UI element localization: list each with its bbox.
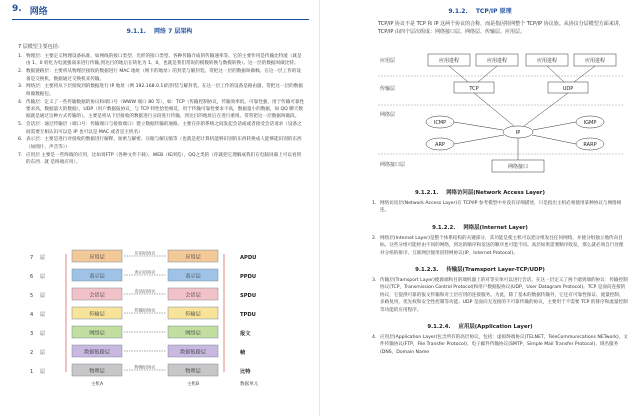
osi-pdu-label: PPDU bbox=[240, 274, 257, 280]
tcpip-connector bbox=[449, 66, 468, 82]
chapter-title: 网络 bbox=[29, 7, 48, 17]
list-item-number: 1. bbox=[372, 201, 377, 206]
osi-layer-label-a: 表示层 bbox=[89, 273, 105, 280]
osi-layer-label-b: 应用层 bbox=[185, 254, 201, 261]
list-item bbox=[18, 83, 305, 98]
tcpip-layer-label-app: 应用层 bbox=[380, 58, 396, 64]
list-item-text: 网络层(Internet Layer)是整个体系结构的关键部分，其功能是使主机可以把分组发往任何网络，并使分组独立地传向目标。这些分组可能经由不同的网络，到达的顺序和发送的顺序也可能不同。高层如果需要顺序收发，那么就必须自行处理对分组的排序。互联网层使用因特网协议(IP，Internet Protocol)。 bbox=[380, 235, 624, 256]
chapter-heading bbox=[12, 4, 309, 20]
subsection-title: 网络访问层(Network Access Layer) bbox=[446, 190, 545, 196]
section-title: TCP/IP 原理 bbox=[475, 8, 512, 15]
tcpip-connector bbox=[547, 66, 564, 82]
osi-intro: 7 层模型主要包括： bbox=[18, 44, 63, 50]
list-item-text: 网络层：主要将从下层接收到的数据进行 IP 地址（例 192.168.0.1)的封装与解封装。在这一层工作的设备是路由器，常把这一层的数据叫做数据包。 bbox=[26, 84, 303, 97]
tcpip-layer-label-transport: 传输层 bbox=[380, 86, 396, 92]
tcpip-connector bbox=[478, 66, 497, 82]
tcpip-layer-label-network: 网络层 bbox=[380, 112, 396, 118]
osi-layer-prefix: 层 bbox=[40, 293, 46, 299]
subsection-heading bbox=[320, 265, 640, 273]
osi-layer-prefix: 层 bbox=[40, 369, 46, 375]
chapter-number: 9. bbox=[12, 4, 22, 14]
osi-pdu-label: APDU bbox=[240, 255, 257, 261]
tcpip-connector bbox=[454, 135, 504, 144]
osi-layer-label-b: 表示层 bbox=[185, 273, 201, 280]
list-item-number: 3. bbox=[372, 278, 377, 284]
osi-unit-label: 数据单元 bbox=[240, 382, 259, 387]
list-item bbox=[18, 99, 305, 121]
osi-diagram bbox=[30, 244, 300, 414]
tcpip-connector bbox=[454, 122, 503, 130]
subsection-list bbox=[372, 200, 628, 215]
list-item-text: 传输层：定义了一些传输数据的协议和端口号（WWW 端口 80 等），如：TCP（传输控制协议，传输效率低，可靠性强，用于传输可靠性要求高，数据量大的数据），UDP（用户数据报协议，与 TCP 特性恰恰相反，用于传输可靠性要求不高，数据量小的数据，如 QQ 聊天数据就是通过这种方式传输的）。主要是将从下层接收的数据进行分段进行传输，到达目的地址后在进行重组。常常把这一层数据叫做段。 bbox=[26, 99, 305, 120]
list-item bbox=[18, 152, 305, 167]
osi-layer-prefix: 层 bbox=[40, 274, 46, 280]
osi-pdu-label: 报文 bbox=[240, 331, 251, 337]
osi-layer-label-b: 传输层 bbox=[185, 311, 201, 318]
list-item-text: 会话层：通过传输层（端口号：传输端口与接收端口）建立数据传输的通路。主要在你的系统之间发起会话或或者接受会话请求（设备之间需要互相认识可以是 IP 也可以是 MAC 或者是主机名） bbox=[26, 122, 302, 135]
osi-diagram-svg bbox=[30, 244, 300, 414]
list-item-number: 4. bbox=[372, 335, 377, 341]
osi-pdu-label: 比特 bbox=[240, 369, 251, 375]
osi-layer-list bbox=[18, 53, 305, 166]
osi-protocol-label: 表示层协议 bbox=[134, 269, 156, 275]
osi-layer-prefix: 层 bbox=[40, 350, 46, 356]
osi-protocol-label: 应用层协议 bbox=[134, 250, 156, 256]
list-item-text: 传输层(Tramsport Layer)使源端和目的端机器上的对等实体可以进行会话。在这一层定义了两个端到端的协议：传输控制协议(TCP，Transmission Control Protocol)和用户数据报协议(UDP，User Datagram Protocol)。TCP 是面向连接的协议，它提供可靠的报文传输和对上层应用的连接服务。为此，除了基本的数据传输外，它还有可靠性保证、流量控制、多路复用、优先权和安全性控制等功能。UDP 是面向无连接的不可靠传输的协议，主要用于不需要 TCP 的排序和流量控制等功能的应用程序。 bbox=[380, 278, 628, 313]
list-item-text: 表示层：主要是进行对接收的数据进行解释、加密与解密、压缩与解压缩等（也就是把计算机能够识别的东西转换成人能够能识别的东西（如图片、声音等）） bbox=[26, 137, 302, 150]
osi-layer-label-b: 会话层 bbox=[185, 292, 201, 299]
osi-layer-number: 7 bbox=[30, 255, 34, 261]
subsection-number: 9.1.2.3. bbox=[415, 267, 439, 274]
list-item bbox=[372, 235, 628, 257]
list-item-number: 3. bbox=[18, 84, 23, 90]
list-item-number: 4. bbox=[18, 99, 23, 105]
osi-layer-number: 1 bbox=[30, 369, 34, 375]
section-title: 网络 7 层架构 bbox=[154, 28, 193, 35]
osi-layer-label-b: 网络层 bbox=[185, 330, 201, 337]
subsection-title: 传输层(Tramsport Layer-TCP/UDP) bbox=[446, 267, 545, 274]
osi-layer-number: 2 bbox=[30, 350, 34, 356]
tcpip-intro: TCP/IP 协议不是 TCP 和 IP 这两个协议的合称，而是指因特网整个 TCP/IP 协议族。从协议分层模型方面来讲，TCP/IP 由四个层次组成：网络接口层、网络层、传输层、应用层。 bbox=[378, 21, 624, 35]
tcpip-transport-label: UDP bbox=[562, 86, 574, 92]
tcpip-network-label: IP bbox=[515, 130, 521, 136]
tcpip-layer-label-link: 网络接口层 bbox=[380, 162, 406, 168]
list-item-number: 2. bbox=[372, 235, 377, 241]
subsection-number: 9.1.2.2. bbox=[432, 224, 456, 231]
list-item bbox=[18, 136, 305, 151]
section-number: 9.1.1. bbox=[126, 28, 146, 35]
list-item bbox=[18, 68, 305, 83]
list-item-number: 5. bbox=[18, 122, 23, 128]
tcpip-app-process-label: 应用进程 bbox=[584, 58, 606, 64]
osi-layer-label-a: 数据链路层 bbox=[84, 349, 110, 356]
section-heading-osi bbox=[0, 26, 319, 35]
tcpip-diagram bbox=[378, 50, 628, 178]
subsection-title: 网络层(Internet Layer) bbox=[463, 224, 528, 231]
tcpip-connector bbox=[532, 135, 576, 144]
subsection-number: 9.1.2.4. bbox=[427, 324, 451, 331]
tcpip-connector bbox=[574, 66, 595, 82]
subsection-list bbox=[372, 334, 628, 356]
tcpip-app-process-label: 应用进程 bbox=[486, 58, 508, 64]
list-item-text: 应用层 主要是一些终端的应用，比如说FTP（各种文件下载），WEB（IE浏览），QQ之类的（你就把它理解成我们在电脑屏幕上可以看到的东西．就 是终端应用）。 bbox=[26, 152, 302, 166]
osi-layer-prefix: 层 bbox=[40, 312, 46, 318]
subsection-heading bbox=[320, 223, 640, 231]
osi-layer-number: 5 bbox=[30, 293, 34, 299]
osi-layer-number: 4 bbox=[30, 312, 34, 318]
osi-layer-label-a: 会话层 bbox=[89, 292, 105, 299]
osi-layer-label-a: 物理层 bbox=[89, 368, 105, 375]
osi-protocol-label: 会话层协议 bbox=[134, 288, 156, 294]
list-item bbox=[18, 121, 305, 136]
tcpip-subsections bbox=[320, 180, 640, 356]
osi-layer-prefix: 层 bbox=[40, 331, 46, 337]
tcpip-network-label: ARP bbox=[435, 142, 445, 148]
tcpip-app-process-label: 应用进程 bbox=[438, 58, 460, 64]
section-number: 9.1.2. bbox=[448, 8, 468, 15]
osi-host-b-label: 主机B bbox=[186, 382, 200, 387]
osi-host-a-label: 主机A bbox=[90, 382, 104, 387]
subsection-title: 应用层(Application Layer) bbox=[458, 324, 533, 331]
subsection-heading bbox=[320, 322, 640, 330]
osi-pdu-label: SPDU bbox=[240, 293, 257, 299]
osi-pdu-label: 帧 bbox=[240, 350, 246, 356]
subsection-list bbox=[372, 277, 628, 314]
osi-layer-label-b: 数据链路层 bbox=[180, 349, 206, 356]
tcpip-transport-label: TCP bbox=[469, 86, 479, 92]
tcpip-network-label: IGMP bbox=[583, 120, 597, 126]
list-item bbox=[372, 277, 628, 314]
tcpip-diagram-svg bbox=[378, 50, 628, 178]
list-item-number: 1. bbox=[18, 54, 23, 59]
list-item bbox=[372, 200, 628, 215]
osi-layer-number: 6 bbox=[30, 274, 34, 280]
subsection-list bbox=[372, 235, 628, 257]
list-item bbox=[18, 53, 305, 68]
list-item-text: 数据链路层：主要将从物理层接收的数据进行 MAC 地址（网卡的地址）的封装与解封装。常把这一层的数据叫做帧。在这一层工作的设备是交换机，数据通过交换机来传输。 bbox=[26, 69, 302, 82]
osi-layer-label-b: 物理层 bbox=[185, 368, 201, 375]
osi-layer-number: 3 bbox=[30, 331, 34, 337]
tcpip-connector bbox=[524, 93, 568, 126]
section-heading-tcpip bbox=[320, 6, 640, 15]
list-item-text: 应用层(Application Layer)包含所有的高层协议，包括：虚拟终端协议(TELNET，TeleCommunications NETwork)、文件传输协议(FTP，File Transfer Protocol)、电子邮件传输协议(SMTP，Simple Mail Transfer Protocol)、域名服务(DNS，Domain Name bbox=[380, 335, 628, 355]
right-page bbox=[320, 0, 640, 416]
list-item-number: 2. bbox=[18, 69, 23, 75]
tcpip-network-label: ICMP bbox=[433, 120, 447, 126]
subsection-heading bbox=[320, 188, 640, 196]
osi-protocol-label: 传输层协议 bbox=[134, 307, 156, 313]
osi-layer-label-a: 网络层 bbox=[89, 330, 105, 337]
list-item bbox=[372, 334, 628, 356]
osi-layer-label-a: 传输层 bbox=[89, 311, 105, 318]
tcpip-connector bbox=[533, 122, 576, 130]
tcpip-connector bbox=[474, 93, 514, 126]
list-item-number: 7. bbox=[18, 152, 23, 158]
subsection-number: 9.1.2.1. bbox=[415, 190, 439, 196]
osi-pdu-label: TPDU bbox=[240, 312, 256, 318]
osi-layer-prefix: 层 bbox=[40, 255, 46, 261]
osi-layer-label-a: 应用层 bbox=[89, 254, 105, 261]
tcpip-link-label: 网络接口 bbox=[507, 164, 529, 170]
list-item-text: 物理层：主要定义物理设备标准，如网线的接口类型、光纤的接口类型、各种传输介质的传输速率等。它的主要作用是传输比特流（就是由 1、0 转化为电流强弱来进行传输,到达目的地后在转化为 1、0，也就是我们常说的模数转换与数模转换）。这一层的数据叫做比特。 bbox=[26, 54, 302, 67]
list-item-text: 网络访问层(Network Access Layer)在 TCP/IP 参考模型中并没有详细描述，只是指出主机必须使用某种协议与网络相连。 bbox=[380, 201, 622, 214]
tcpip-network-label: RARP bbox=[583, 142, 597, 148]
osi-protocol-label: 物理层协议 bbox=[134, 364, 156, 370]
tcpip-app-process-label: 应用进程 bbox=[536, 58, 558, 64]
list-item-number: 6. bbox=[18, 137, 23, 143]
